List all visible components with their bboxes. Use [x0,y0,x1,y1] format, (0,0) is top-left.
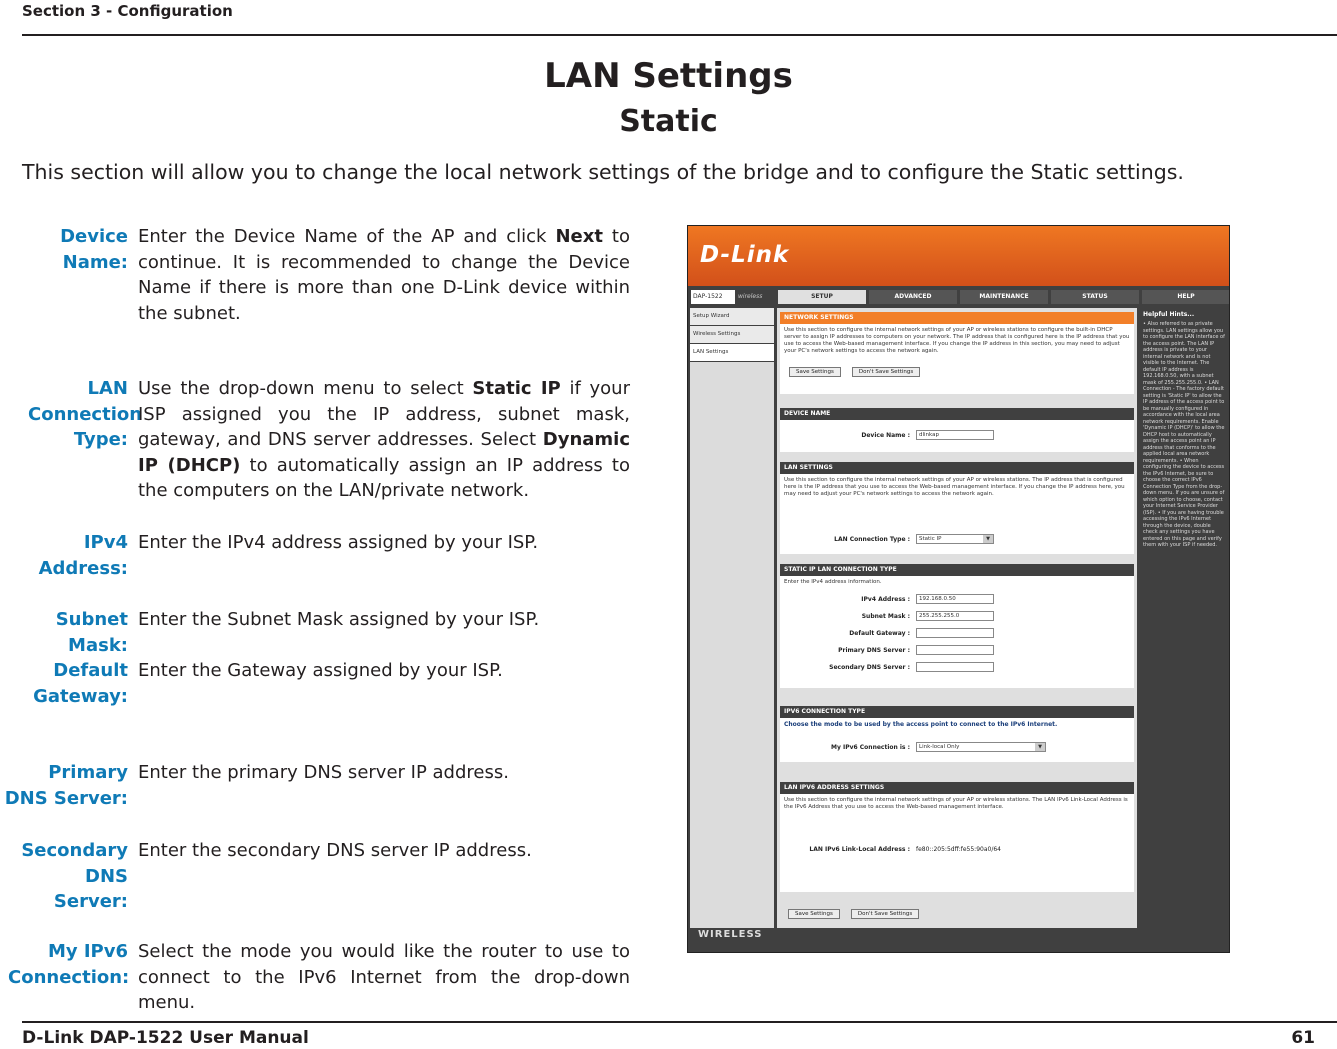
footer-rule [22,1021,1337,1023]
desc-device-name: Enter the Device Name of the AP and click Next to continue. It is recommended to change the Device Name if there is more than one D-Link device within the subnet. [138,226,630,324]
leftnav-lan-settings[interactable]: LAN Settings [690,344,774,362]
dont-save-settings-button[interactable]: Don't Save Settings [852,367,920,377]
tab-help[interactable]: HELP [1142,290,1230,304]
device-name-head: DEVICE NAME [780,408,1134,420]
secondary-dns-label: Secondary DNS Server : [829,664,910,671]
desc-secondary-dns: Enter the secondary DNS server IP address. [138,840,532,861]
ipv6-addr-head: LAN IPV6 ADDRESS SETTINGS [780,782,1134,794]
primary-dns-label: Primary DNS Server : [838,647,910,654]
lan-settings-head: LAN SETTINGS [780,462,1134,474]
bottom-buttons [785,900,922,919]
tab-status[interactable]: STATUS [1051,290,1139,304]
tab-advanced[interactable]: ADVANCED [869,290,957,304]
primary-dns-input[interactable] [916,645,994,655]
wireless-tag: wireless [738,293,763,300]
intro-text: This section will allow you to change the local network settings of the bridge and to configure the Static settings. [22,160,1184,184]
ipv4-address-input[interactable]: 192.168.0.50 [916,594,994,604]
desc-default-gateway: Enter the Gateway assigned by your ISP. [138,660,503,681]
network-settings-text: Use this section to configure the internal network settings of your AP or wireless stations to configure the built-in DHCP server to assign IP addresses to computers on your network. The IP address that is configured here is the IP address that you use to access the Web-based management interface. If you change the IP address in this section, you may need to adjust your PC's network settings to access the network again. [784,327,1130,354]
bottom-save-button[interactable]: Save Settings [788,909,840,919]
lan-connection-type-label: LAN Connection Type : [834,536,910,543]
desc-lan-connection-type: Use the drop-down menu to select Static IP if your ISP assigned you the IP address, subnet mask, gateway, and DNS server addresses. Select Dynamic IP (DHCP) to automatically assign an IP address to the computers on the LAN/private network. [138,378,630,501]
term-ipv4-address: IPv4 Address: [38,532,128,579]
term-primary-dns: Primary DNS Server: [4,762,128,809]
help-heading: Helpful Hints... [1143,311,1195,318]
footer-manual-title: D-Link DAP-1522 User Manual [22,1028,309,1048]
desc-subnet-mask: Enter the Subnet Mask assigned by your ISP. [138,609,540,630]
ipv6-link-local-label: LAN IPv6 Link-Local Address : [809,846,910,853]
save-settings-button[interactable]: Save Settings [789,367,841,377]
term-device-name: Device Name: [60,226,128,273]
static-ip-head: STATIC IP LAN CONNECTION TYPE [780,564,1134,576]
term-my-ipv6-connection: My IPv6 Connection: [8,941,130,988]
ipv6-connection-select[interactable]: Link-local Only ▼ [916,742,1046,752]
leftnav-setup-wizard[interactable]: Setup Wizard [690,308,774,326]
ipv6-connection-type-box [780,706,1134,762]
help-column [1140,308,1228,928]
ipv6-connection-label: My IPv6 Connection is : [831,744,910,751]
network-settings-head: NETWORK SETTINGS [780,312,1134,324]
ipv6-addr-text: Use this section to configure the internal network settings of your AP or wireless stations. The LAN IPv6 Link-Local Address is the IPv6 Address that you use to access the Web-based management interface. [784,797,1128,810]
dlink-banner [688,226,1229,286]
page-title: LAN Settings [544,56,793,96]
ipv6-type-head: IPV6 CONNECTION TYPE [780,706,1134,718]
content-pane [777,308,1137,928]
section-header: Section 3 - Configuration [22,2,233,20]
default-gateway-label: Default Gateway : [849,630,910,637]
tab-setup[interactable]: SETUP [778,290,866,304]
device-name-input[interactable]: dlinkap [916,430,994,440]
desc-ipv4-address: Enter the IPv4 address assigned by your ISP. [138,532,539,553]
header-rule [22,34,1337,36]
tab-maintenance[interactable]: MAINTENANCE [960,290,1048,304]
static-ip-box [780,564,1134,688]
router-ui-screenshot [687,225,1230,953]
default-gateway-input[interactable] [916,628,994,638]
help-text: • Also referred to as private settings. LAN settings allow you to configure the LAN interface of the access point. The LAN IP address is private to your internal network and is not visible to the Internet. The default IP address is 192.168.0.50, with a subnet mask of 255.255.255.0. • LAN Connection - The factory default setting is 'Static IP' to allow the IP address of the access point to be manually configured in accordance with the local area network requirements. Enable 'Dynamic IP (DHCP)' to allow the DHCP host to automatically assign the access point an IP address that conforms to the applied local area network requirements. • When configuring the device to access the IPv6 Internet, be sure to choose the correct IPv6 Connection Type from the drop-down menu. If you are unsure of which option to choose, contact your Internet Service Provider (ISP). • If you are having trouble accessing the IPv6 Internet through the device, double check any settings you have entered on this page and verify them with your ISP if needed. [1143,321,1225,548]
dlink-logo: D-Link [700,242,790,268]
page-number: 61 [1291,1028,1315,1048]
secondary-dns-input[interactable] [916,662,994,672]
lan-settings-box [780,462,1134,554]
model-label: DAP-1522 [691,290,735,304]
leftnav-wireless-settings[interactable]: Wireless Settings [690,326,774,344]
device-name-label: Device Name : [861,432,910,439]
ipv6-address-box [780,782,1134,892]
desc-my-ipv6-connection: Select the mode you would like the router to use to connect to the IPv6 Internet from the drop-down menu. [138,941,630,1013]
network-settings-box [780,312,1134,394]
left-nav [690,308,774,928]
ipv4-address-label: IPv4 Address : [861,596,910,603]
subnet-mask-input[interactable]: 255.255.255.0 [916,611,994,621]
bottom-dont-save-button[interactable]: Don't Save Settings [851,909,919,919]
term-default-gateway: Default Gateway: [33,660,128,707]
page-subtitle: Static [619,104,718,139]
wireless-footer: WIRELESS [698,929,763,940]
static-ip-intro: Enter the IPv4 address information. [784,579,882,585]
term-lan-connection-type: LAN Connection Type: [28,378,143,450]
term-secondary-dns: Secondary DNS Server: [21,840,128,912]
term-subnet-mask: Subnet Mask: [55,609,128,656]
subnet-mask-label: Subnet Mask : [861,613,910,620]
ipv6-link-local-value: fe80::205:5dff:fe55:90a0/64 [916,846,1001,853]
desc-primary-dns: Enter the primary DNS server IP address. [138,762,509,783]
lan-connection-type-select[interactable]: Static IP ▼ [916,534,994,544]
device-name-box [780,408,1134,452]
lan-settings-text: Use this section to configure the internal network settings of your AP or wireless stations. The IP address that is configured here is the IP address that you use to access the Web-based management interface. If you change the IP address here, you may need to adjust your PC's network settings to access the network again. [784,477,1125,497]
ipv6-type-text: Choose the mode to be used by the access point to connect to the IPv6 Internet. [784,721,1058,728]
